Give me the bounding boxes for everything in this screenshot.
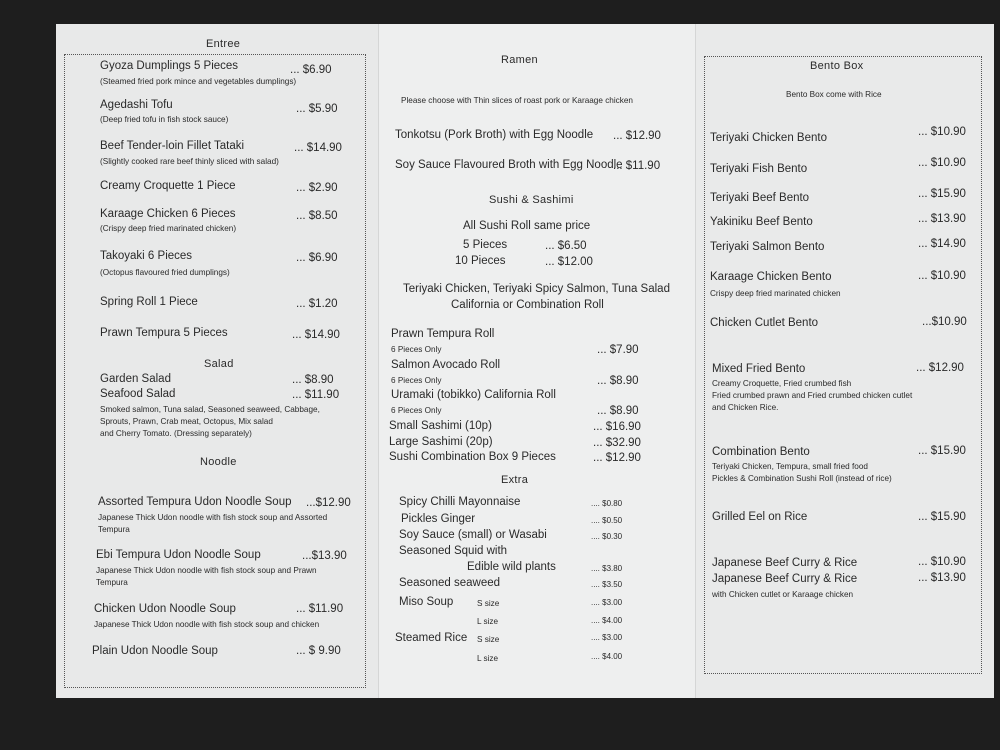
menu-item-price: .... $4.00 — [591, 616, 623, 625]
menu-item-desc: Crispy deep fried marinated chicken — [710, 289, 841, 298]
menu-item-price: ...$12.90 — [306, 497, 351, 509]
menu-item-price: ... $11.90 — [613, 160, 661, 172]
menu-item-desc: Japanese Thick Udon noodle with fish stock soup and Prawn — [96, 566, 317, 575]
menu-item-price: ... $15.90 — [918, 188, 966, 200]
menu-item-sub: 6 Pieces Only — [391, 345, 442, 354]
menu-item-price: ... $14.90 — [918, 238, 966, 250]
menu-item-price: ...$10.90 — [922, 316, 967, 328]
menu-item-name-cont: Edible wild plants — [467, 561, 556, 573]
menu-item-desc: (Deep fried tofu in fish stock sauce) — [100, 115, 229, 124]
menu-item-price: ... $15.90 — [918, 511, 966, 523]
menu-item-name: Seafood Salad — [100, 388, 176, 400]
menu-item-name: Sushi Combination Box 9 Pieces — [389, 451, 556, 463]
salad-desc-line: Smoked salmon, Tuna salad, Seasoned seaweed, Cabbage, — [100, 405, 320, 414]
sushi-rolls-line: Teriyaki Chicken, Teriyaki Spicy Salmon, Tuna Salad — [403, 283, 670, 295]
entree-title: Entree — [206, 38, 241, 50]
menu-item-price: ... $12.90 — [916, 362, 964, 374]
menu-item-name: Gyoza Dumplings 5 Pieces — [100, 60, 239, 72]
menu-item-desc: with Chicken cutlet or Karaage chicken — [712, 590, 854, 599]
menu-item-name: Seasoned seaweed — [399, 577, 501, 589]
menu-item-price: ... $12.90 — [613, 130, 661, 142]
menu-item-price: .... $0.80 — [591, 499, 623, 508]
menu-item-name: Steamed Rice — [395, 632, 468, 644]
bento-note: Bento Box come with Rice — [786, 90, 882, 99]
menu-item-name: Combination Bento — [712, 446, 810, 458]
salad-title: Salad — [204, 358, 234, 370]
menu-item-price: .... $0.50 — [591, 516, 623, 525]
menu-item-name: Soy Sauce Flavoured Broth with Egg Noodle — [395, 159, 623, 171]
menu-sheet — [56, 24, 994, 698]
menu-item-price: ... $11.90 — [292, 389, 340, 401]
sushi-pieces-price: ... $12.00 — [545, 256, 593, 268]
menu-item-name: Takoyaki 6 Pieces — [100, 250, 193, 262]
menu-item-name: Agedashi Tofu — [100, 99, 173, 111]
left-panel — [56, 24, 378, 698]
menu-item-price: ... $12.90 — [593, 452, 641, 464]
menu-item-name: Small Sashimi (10p) — [389, 420, 492, 432]
menu-item-name: Karaage Chicken Bento — [710, 271, 832, 283]
salad-desc-line: Sprouts, Prawn, Crab meat, Octopus, Mix salad — [100, 417, 273, 426]
menu-item-price: .... $0.30 — [591, 532, 623, 541]
menu-item-price: ... $13.90 — [918, 572, 966, 584]
menu-item-desc: Tempura — [96, 578, 128, 587]
ramen-note: Please choose with Thin slices of roast pork or Karaage chicken — [401, 96, 633, 105]
menu-item-price: ... $8.90 — [292, 374, 334, 386]
menu-item-desc: Japanese Thick Udon noodle with fish stock soup and Assorted — [98, 513, 328, 522]
ramen-title: Ramen — [501, 54, 538, 66]
menu-item-name: Miso Soup — [399, 596, 454, 608]
menu-item-name: Tonkotsu (Pork Broth) with Egg Noodle — [395, 129, 594, 141]
menu-item-price: ...$13.90 — [302, 550, 347, 562]
menu-item-price: ... $10.90 — [918, 556, 966, 568]
menu-item-name: Prawn Tempura Roll — [391, 328, 495, 340]
menu-item-name: Assorted Tempura Udon Noodle Soup — [98, 496, 292, 508]
menu-item-name: Spring Roll 1 Piece — [100, 296, 198, 308]
menu-item-name: Creamy Croquette 1 Piece — [100, 180, 236, 192]
menu-item-desc: (Steamed fried pork mince and vegetables dumplings) — [100, 77, 297, 86]
menu-item-price: ... $10.90 — [918, 157, 966, 169]
menu-item-price: ... $6.90 — [296, 252, 338, 264]
menu-item-price: ... $10.90 — [918, 270, 966, 282]
menu-item-desc: Creamy Croquette, Fried crumbed fish — [712, 379, 852, 388]
menu-item-name: Teriyaki Beef Bento — [710, 192, 810, 204]
menu-item-price: ... $8.90 — [597, 405, 639, 417]
menu-item-desc: Japanese Thick Udon noodle with fish stock soup and chicken — [94, 620, 320, 629]
menu-item-name: Salmon Avocado Roll — [391, 359, 501, 371]
size-label: L size — [477, 654, 499, 663]
middle-panel — [378, 24, 696, 698]
menu-item-name: Teriyaki Salmon Bento — [710, 241, 825, 253]
menu-item-name: Grilled Eel on Rice — [712, 511, 808, 523]
menu-item-price: ... $16.90 — [593, 421, 641, 433]
menu-item-price: ... $10.90 — [918, 126, 966, 138]
menu-item-price: ... $15.90 — [918, 445, 966, 457]
menu-item-name: Pickles Ginger — [401, 513, 476, 525]
menu-item-desc: (Octopus flavoured fried dumplings) — [100, 268, 230, 277]
menu-item-name: Chicken Cutlet Bento — [710, 317, 819, 329]
menu-item-price: ... $32.90 — [593, 437, 641, 449]
menu-item-price: ... $7.90 — [597, 344, 639, 356]
menu-item-sub: 6 Pieces Only — [391, 376, 442, 385]
sushi-pieces-name: 10 Pieces — [455, 255, 506, 267]
menu-item-name: Garden Salad — [100, 373, 171, 385]
menu-item-price: ... $1.20 — [296, 298, 338, 310]
menu-item-name: Chicken Udon Noodle Soup — [94, 603, 236, 615]
sushi-pieces-price: ... $6.50 — [545, 240, 587, 252]
menu-item-price: ... $14.90 — [292, 329, 340, 341]
menu-item-sub: 6 Pieces Only — [391, 406, 442, 415]
sushi-pieces-name: 5 Pieces — [463, 239, 508, 251]
menu-item-name: Teriyaki Fish Bento — [710, 163, 808, 175]
menu-item-name: Karaage Chicken 6 Pieces — [100, 208, 236, 220]
menu-item-name: Japanese Beef Curry & Rice — [712, 573, 858, 585]
menu-item-name: Yakiniku Beef Bento — [710, 216, 813, 228]
menu-item-name: Spicy Chilli Mayonnaise — [399, 496, 521, 508]
right-panel — [696, 24, 994, 698]
menu-item-desc: Tempura — [98, 525, 130, 534]
menu-item-price: ... $8.50 — [296, 210, 338, 222]
size-label: S size — [477, 599, 500, 608]
menu-item-name: Uramaki (tobikko) California Roll — [391, 389, 556, 401]
menu-item-name: Soy Sauce (small) or Wasabi — [399, 529, 547, 541]
noodle-title: Noodle — [200, 456, 237, 468]
menu-item-name: Seasoned Squid with — [399, 545, 508, 557]
menu-item-price: .... $3.80 — [591, 564, 623, 573]
menu-item-price: ... $11.90 — [296, 603, 344, 615]
menu-item-price: ... $14.90 — [294, 142, 342, 154]
size-label: L size — [477, 617, 499, 626]
menu-item-price: .... $3.00 — [591, 598, 623, 607]
size-label: S size — [477, 635, 500, 644]
menu-item-price: .... $3.50 — [591, 580, 623, 589]
menu-item-name: Plain Udon Noodle Soup — [92, 645, 218, 657]
salad-desc-line: and Cherry Tomato. (Dressing separately) — [100, 429, 252, 438]
menu-item-desc: Teriyaki Chicken, Tempura, small fried food — [712, 462, 868, 471]
menu-item-name: Mixed Fried Bento — [712, 363, 806, 375]
extra-title: Extra — [501, 474, 529, 486]
sushi-title: Sushi & Sashimi — [489, 194, 574, 206]
menu-item-name: Ebi Tempura Udon Noodle Soup — [96, 549, 261, 561]
menu-item-price: ... $2.90 — [296, 182, 338, 194]
sushi-rolls-line: California or Combination Roll — [451, 299, 604, 311]
menu-item-price: .... $4.00 — [591, 652, 623, 661]
menu-item-name: Prawn Tempura 5 Pieces — [100, 327, 228, 339]
menu-item-name: Large Sashimi (20p) — [389, 436, 493, 448]
menu-item-price: ... $13.90 — [918, 213, 966, 225]
menu-item-price: .... $3.00 — [591, 633, 623, 642]
menu-item-desc: (Crispy deep fried marinated chicken) — [100, 224, 237, 233]
menu-item-desc: (Slightly cooked rare beef thinly sliced with salad) — [100, 157, 279, 166]
menu-item-name: Beef Tender-loin Fillet Tataki — [100, 140, 245, 152]
menu-item-price: ... $ 9.90 — [296, 645, 341, 657]
sushi-same-price: All Sushi Roll same price — [463, 220, 591, 232]
menu-item-desc: Fried crumbed prawn and Fried crumbed chicken cutlet — [712, 391, 913, 400]
menu-item-name: Japanese Beef Curry & Rice — [712, 557, 858, 569]
menu-item-desc: and Chicken Rice. — [712, 403, 779, 412]
menu-item-desc: Pickles & Combination Sushi Roll (instead of rice) — [712, 474, 892, 483]
menu-item-name: Teriyaki Chicken Bento — [710, 132, 827, 144]
bento-title: Bento Box — [810, 60, 864, 72]
menu-item-price: ... $6.90 — [290, 64, 332, 76]
menu-item-price: ... $8.90 — [597, 375, 639, 387]
menu-item-price: ... $5.90 — [296, 103, 338, 115]
